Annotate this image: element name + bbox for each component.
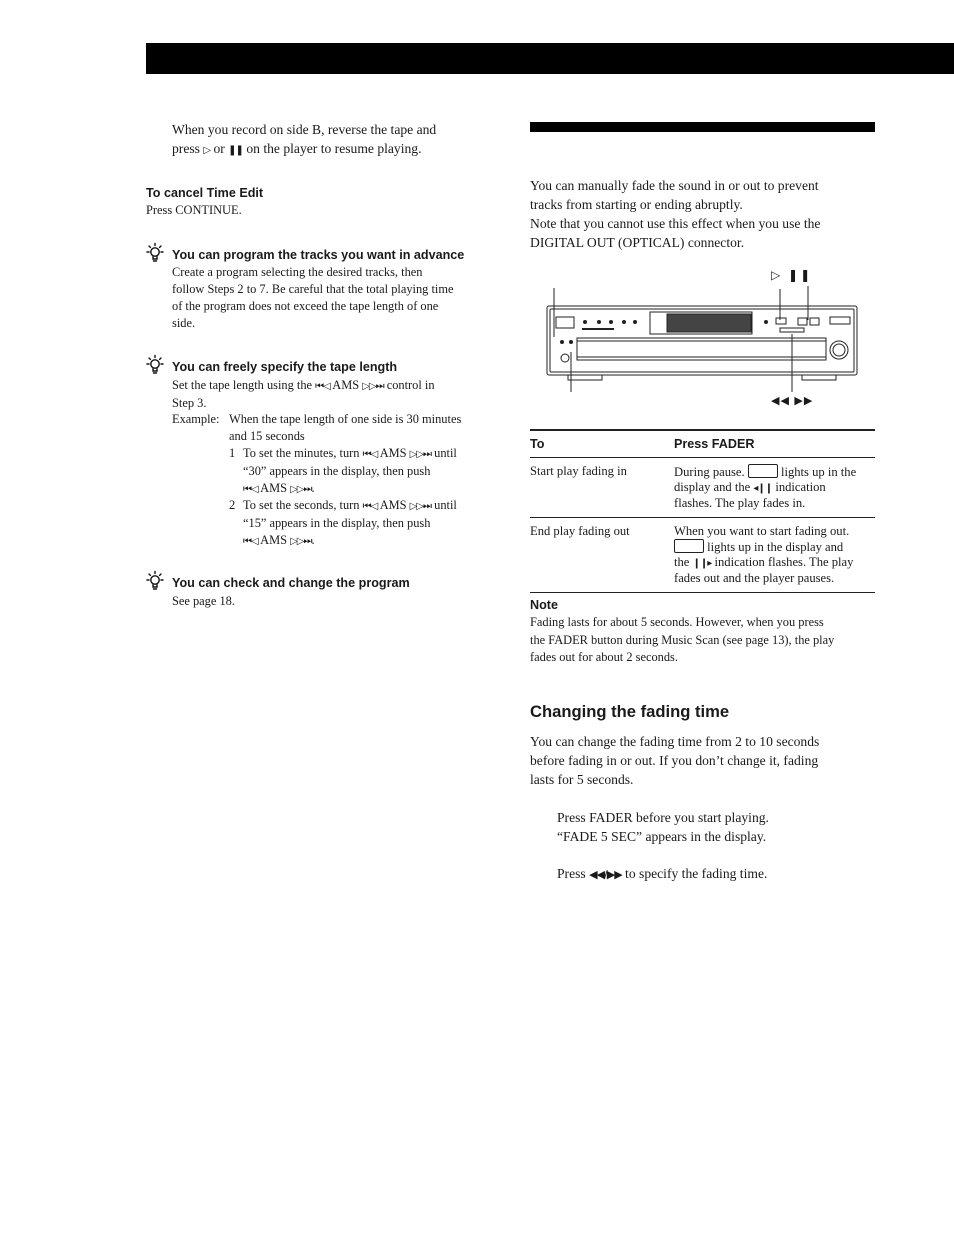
table-row-desc: When you want to start fading out. lights up in the display and the ❙❙▸ indication flashes. The play fades out and the player pauses. (674, 524, 854, 585)
ams-prev-icon: ⏮◁ (315, 381, 330, 392)
note-heading: Note (530, 598, 558, 612)
example-text: When the tape length of one side is 30 minutes and 15 seconds (229, 412, 462, 443)
example-label: Example: (172, 412, 220, 426)
table-header-to: To (530, 437, 545, 451)
ams-next-icon: ▷▷⏭ (362, 381, 384, 392)
table-row-desc: During pause. lights up in the display and the ◂❙❙ indication flashes. The play fades in. (674, 465, 857, 510)
ams-next-icon: ▷▷⏭ (290, 484, 312, 495)
section-title-bar (530, 122, 875, 132)
fader-indicator-box (748, 464, 778, 478)
cancel-heading: To cancel Time Edit (146, 186, 264, 200)
example-step1: To set the minutes, turn ⏮◁ AMS ▷▷⏭ until “30” appears in the display, then push ⏮◁ AMS ▷▷⏭. (243, 446, 457, 495)
ams-next-icon: ▷▷⏭ (409, 449, 432, 460)
ams-next-icon: ▷▷⏭ (409, 501, 432, 512)
tip-lightbulb-icon (144, 354, 166, 376)
ams-prev-icon: ⏮◁ (243, 484, 258, 495)
example-step2: To set the seconds, turn ⏮◁ AMS ▷▷⏭ until “15” appears in the display, then push ⏮◁ AMS ▷▷⏭. (243, 498, 457, 547)
fader-indicator-box (674, 539, 704, 553)
ams-prev-icon: ⏮◁ (243, 536, 258, 547)
note-body: Fading lasts for about 5 seconds. However, when you press the FADER button during Music Scan (see page 13), the play fades out for about 2 seconds. (530, 615, 835, 664)
fade-out-indicator-icon: ❙❙▸ (692, 558, 712, 569)
header-bar (146, 43, 954, 74)
tip3-body: See page 18. (172, 594, 235, 608)
tip-lightbulb-icon (144, 242, 166, 264)
ams-next-icon: ▷▷⏭ (290, 536, 312, 547)
table-row (530, 458, 875, 518)
table-header-press-fader: Press FADER (674, 437, 755, 451)
example-step2-number: 2 (229, 498, 236, 512)
table-row-label: Start play fading in (530, 464, 627, 478)
rew-ff-icon: ◀◀/▶▶ (589, 868, 622, 881)
pause-icon: ❚❚ (228, 145, 243, 156)
changing-heading: Changing the fading time (530, 702, 730, 721)
tip1-heading: You can program the tracks you want in advance (172, 248, 465, 262)
ams-prev-icon: ⏮◁ (362, 449, 378, 460)
table-row-label: End play fading out (530, 524, 630, 538)
play-icon: ▷ (203, 145, 211, 156)
intro-paragraph: When you record on side B, reverse the tape and press ▷ or ❚❚ on the player to resume playing. (172, 122, 437, 156)
tip3-heading: You can check and change the program (172, 576, 410, 590)
tip2-heading: You can freely specify the tape length (172, 360, 398, 374)
fade-in-indicator-icon: ◂❙❙ (753, 483, 773, 494)
fader-table (530, 429, 875, 593)
rew-ff-callout-label: ◀◀ ▶▶ (771, 394, 814, 407)
changing-step1: Press FADER before you start playing. “FADE 5 SEC” appears in the display. (557, 810, 769, 844)
tip2-body: Set the tape length using the ⏮◁ AMS ▷▷⏭ control in Step 3. (172, 378, 435, 410)
play-pause-callout-label: ▷ ❚❚ (771, 268, 813, 282)
ams-prev-icon: ⏮◁ (362, 501, 378, 512)
example-step1-number: 1 (229, 446, 236, 460)
changing-body: You can change the fading time from 2 to 10 seconds before fading in or out. If you don’t change it, fading lasts for 5 seconds. (530, 734, 820, 787)
table-header-row (530, 430, 875, 458)
tip1-body: Create a program selecting the desired tracks, then follow Steps 2 to 7. Be careful that the total playing time of the program does not exceed the tape length of one side. (172, 265, 454, 330)
changing-step2: Press ◀◀/▶▶ to specify the fading time. (557, 866, 768, 881)
table-row (530, 518, 875, 593)
tip-lightbulb-icon (144, 570, 166, 592)
cancel-body: Press CONTINUE. (146, 203, 242, 217)
cd-player-illustration (540, 282, 870, 394)
fader-intro: You can manually fade the sound in or out to prevent tracks from starting or ending abruptly. Note that you cannot use this effect when you use the DIGITAL OUT (OPTICAL) connector. (530, 178, 821, 250)
